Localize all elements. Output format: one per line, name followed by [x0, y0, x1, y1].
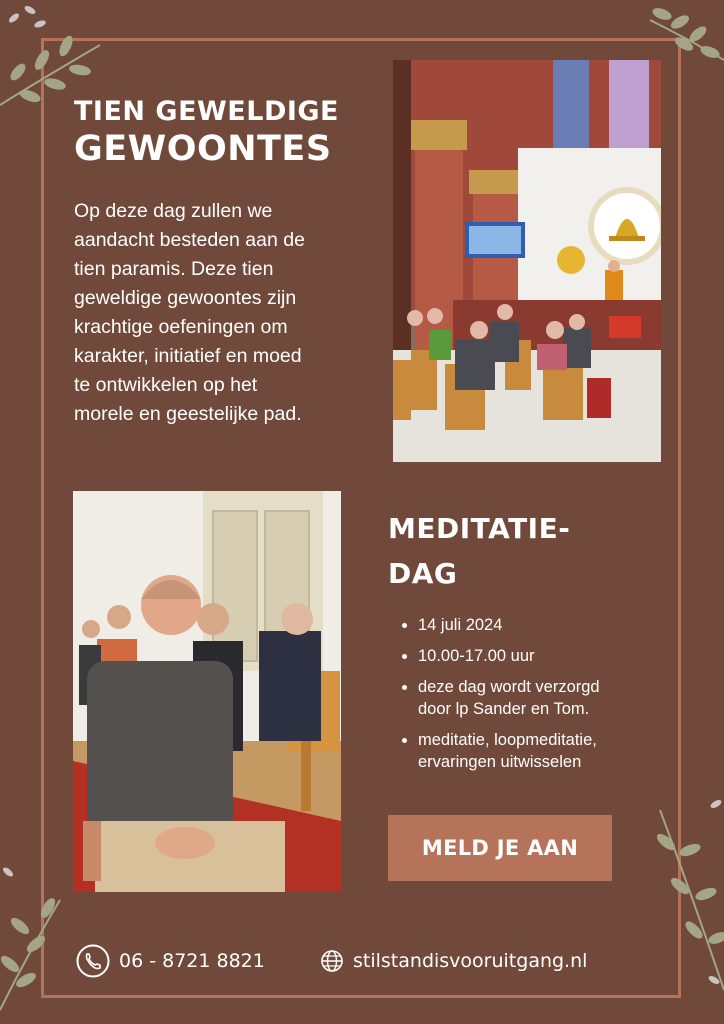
intro-line: aandacht besteden aan de: [74, 229, 305, 251]
intro-line: krachtige oefeningen om: [74, 316, 288, 338]
register-button[interactable]: MELD JE AAN: [388, 815, 612, 881]
detail-hosts: [402, 676, 662, 720]
subtitle-line-1: MEDITATIE-: [388, 512, 571, 545]
bullet-icon: [402, 654, 407, 659]
intro-line: te ontwikkelen op het: [74, 374, 258, 396]
event-subtitle: [388, 506, 648, 596]
leaf-sprig-bottom-right: [640, 790, 724, 1000]
bullet-icon: [402, 738, 407, 743]
detail-text: 10.00-17.00 uur: [418, 647, 535, 665]
phone-link[interactable]: [76, 943, 265, 979]
globe-icon: [320, 949, 344, 973]
detail-text: 14 juli 2024: [418, 616, 503, 634]
bullet-icon: [402, 623, 407, 628]
website-link[interactable]: [320, 943, 587, 979]
phone-number: 06 - 8721 8821: [119, 950, 265, 972]
detail-text: ervaringen uitwisselen: [418, 753, 582, 771]
detail-text: door lp Sander en Tom.: [418, 700, 590, 718]
leaf-sprig-bottom-left: [0, 860, 70, 1024]
temple-hall-photo: [393, 60, 661, 462]
intro-line: karakter, initiatief en moed: [74, 345, 302, 367]
meditator-photo: [73, 491, 341, 892]
detail-text: meditatie, loopmeditatie,: [418, 731, 597, 749]
phone-icon: [76, 944, 110, 978]
intro-line: tien paramis. Deze tien: [74, 258, 274, 280]
page-title: [74, 96, 339, 169]
intro-line: Op deze dag zullen we: [74, 200, 273, 222]
event-details-list: [402, 614, 662, 782]
subtitle-line-2: DAG: [388, 557, 458, 590]
intro-line: morele en geestelijke pad.: [74, 403, 302, 425]
detail-time: [402, 645, 662, 667]
bullet-icon: [402, 685, 407, 690]
detail-text: deze dag wordt verzorgd: [418, 678, 600, 696]
title-line-2: GEWOONTES: [74, 129, 332, 170]
detail-date: [402, 614, 662, 636]
intro-text: [74, 197, 364, 429]
detail-program: [402, 729, 662, 773]
intro-line: geweldige gewoontes zijn: [74, 287, 297, 309]
website-url: stilstandisvooruitgang.nl: [353, 950, 588, 972]
title-line-1: TIEN GEWELDIGE: [74, 96, 340, 127]
